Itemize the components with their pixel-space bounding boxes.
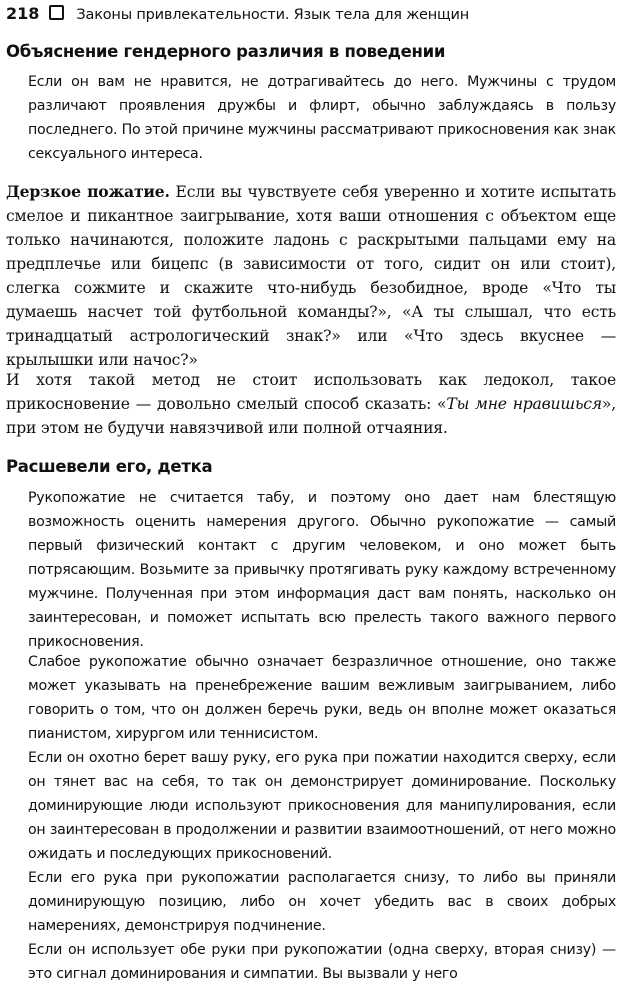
body-paragraph-bold-grip xyxy=(6,180,616,372)
sidebar-paragraph: Если он вам не нравится, не дотрагивайтесь до него. Мужчины с трудом различают проявления дружбы и флирт, обычно заблуждаясь в пользу последнего. По этой причине мужчины рассматривают прикосновения как знак сексуального интереса. xyxy=(28,74,616,162)
section-heading-gender-difference: Объяснение гендерного различия в поведении xyxy=(6,42,446,61)
lead-term: Дерзкое пожатие. xyxy=(6,182,170,201)
paragraph-text: », при этом не будучи навязчивой или полной отчаяния. xyxy=(6,395,617,437)
italic-phrase: Ты мне нравишься xyxy=(446,395,602,413)
paragraph-text: Если вы чувствуете себя уверенно и хотите испытать смелое и пикантное заигрывание, хотя ваши отношения с объектом еще только начинаются, положите ладонь с раскрытыми пальцами ему на предплечье или бицепс (в зависимости от того, сидит он или стоит), слегка сожмите и скажите что-нибудь безобидное, вроде «Что ты думаешь насчет той футбольной команды?», «А ты слышал, что есть тринадцатый астрологический знак?» или «Что здесь вкуснее — крылышки или начос?» xyxy=(6,183,616,369)
square-bullet-icon xyxy=(49,5,64,20)
body-paragraph-icebreaker xyxy=(6,368,616,440)
handshake-paragraph-2: Слабое рукопожатие обычно означает безразличное отношение, оно также может указывать на пренебрежение вашим вежливым заигрыванием, либо говорить о том, что он должен беречь руки, ведь он вполне может оказаться пианистом, хирургом или теннисистом. xyxy=(28,654,616,742)
handshake-paragraph-5: Если он использует обе руки при рукопожатии (одна сверху, вторая снизу) — это сигнал доминирования и симпатии. Вы вызвали у него xyxy=(28,942,616,982)
handshake-paragraph-3: Если он охотно берет вашу руку, его рука при пожатии находится сверху, если он тянет вас на себя, то так он демонстрирует доминирование. Поскольку доминирующие люди используют прикосновения для манипулирования, если он заинтересован в продолжении и развитии взаимоотношений, от него можно ожидать и последующих прикосновений. xyxy=(28,750,616,862)
section-heading-handshake: Расшевели его, детка xyxy=(6,457,213,476)
handshake-paragraph-4: Если его рука при рукопожатии располагается снизу, то либо вы приняли доминирующую позицию, либо он хочет убедить вас в своих добрых намерениях, демонстрируя подчинение. xyxy=(28,870,616,934)
page-number: 218 xyxy=(6,4,40,23)
paragraph-text: И хотя такой метод не стоит использовать как ледокол, такое прикосновение — довольно смелый способ сказать: « xyxy=(6,371,616,413)
running-title: Законы привлекательности. Язык тела для женщин xyxy=(76,7,470,23)
running-header xyxy=(6,2,616,30)
handshake-paragraph-1: Рукопожатие не считается табу, и поэтому оно дает нам блестящую возможность оценить намерения другого. Обычно рукопожатие — самый первый физический контакт с другим человеком, и оно может быть потрясающим. Возьмите за привычку протягивать руку каждому встреченному мужчине. Полученная при этом информация даст вам понять, насколько он заинтересован, и поможет испытать всю прелесть такого важного первого прикосновения. xyxy=(28,490,616,650)
